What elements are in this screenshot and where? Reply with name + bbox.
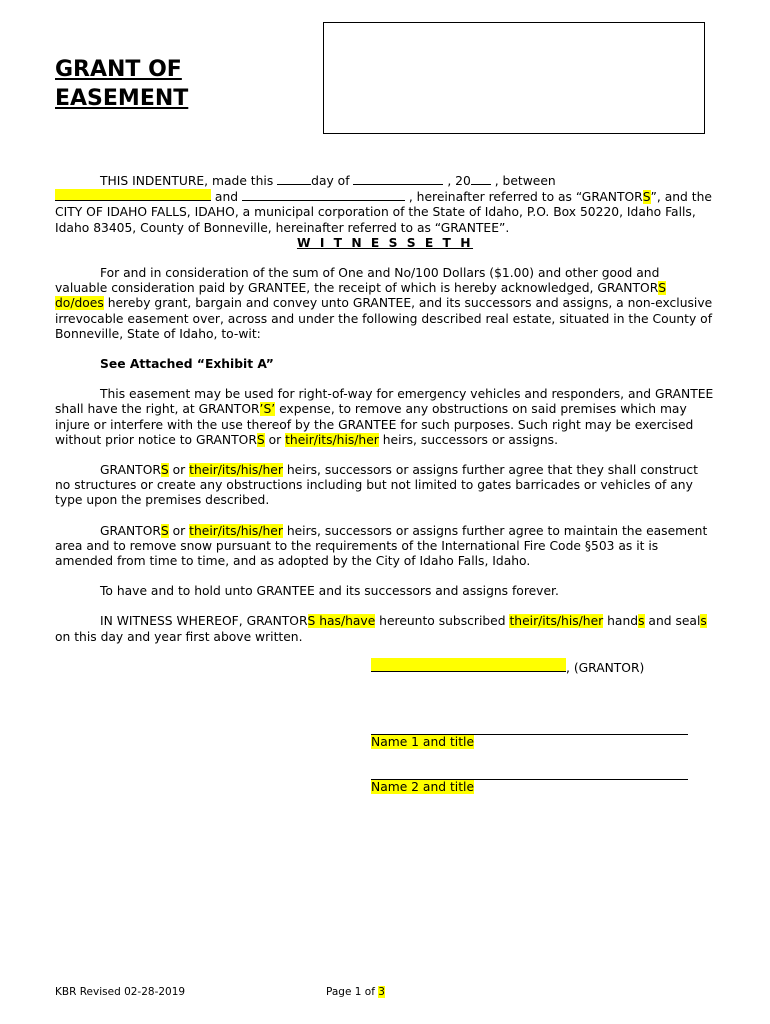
title-line-2: EASEMENT (55, 86, 189, 111)
document-body (55, 173, 715, 660)
indenture-paragraph: THIS INDENTURE, made this day of , 20 , between and , hereinafter referred to as “GRANTORS”, and the CITY OF IDAHO FALLS, IDAHO, a municipal corporation of the State of Idaho, P.O. Box 50220, Idaho Falls, Idaho 83405, County of Bonneville, hereinafter referred to as “GRANTEE”. (55, 174, 712, 235)
day-blank[interactable] (277, 173, 311, 185)
year-blank[interactable] (471, 173, 491, 185)
month-blank[interactable] (353, 173, 443, 185)
name-2-title: Name 2 and title (371, 780, 475, 794)
grantor-plural-s: S (642, 190, 651, 205)
grantor-name-2-blank[interactable] (242, 189, 405, 201)
signatory-2 (371, 779, 688, 795)
no-structures-paragraph: GRANTORS or their/its/his/her heirs, successors or assigns further agree that they shall construct no structures or create any obstructions including but not limited to gates barricades or vehicles of any type upon the premises described. (55, 463, 698, 508)
document-title (55, 55, 188, 113)
maintain-paragraph: GRANTORS or their/its/his/her heirs, successors or assigns further agree to maintain the easement area and to remove snow pursuant to the requirements of the International Fire Code §503 as it is amended from time to time, and as adopted by the City of Idaho Falls, Idaho. (55, 523, 708, 569)
exhibit-reference: See Attached “Exhibit A” (100, 357, 274, 372)
witness-whereof-paragraph: IN WITNESS WHEREOF, GRANTORS has/have hereunto subscribed their/its/his/her hands and seals on this day and year first above written. (55, 614, 707, 644)
name-1-title: Name 1 and title (371, 735, 475, 749)
habendum-paragraph: To have and to hold unto GRANTEE and its successors and assigns forever. (100, 584, 559, 599)
grantor-signature-line: , (GRANTOR) (371, 658, 644, 676)
consideration-paragraph: For and in consideration of the sum of One and No/100 Dollars ($1.00) and other good and valuable consideration paid by GRANTEE, the receipt of which is hereby acknowledged, GRANTORS do/does hereby grant, bargain and convey unto GRANTEE, and its successors and assigns, a non-exclusive irrevocable easement over, across and under the following described real estate, situated in the County of Bonneville, State of Idaho, to-wit: (55, 266, 713, 341)
page-number: Page 1 of 3 (326, 986, 385, 998)
signatory-1 (371, 734, 688, 750)
title-line-1: GRANT OF (55, 57, 182, 82)
grantor-name-blank[interactable] (55, 189, 211, 201)
grantor-signature-blank[interactable] (371, 658, 566, 672)
revision-note: KBR Revised 02-28-2019 (55, 986, 186, 998)
witnesseth-heading: W I T N E S S E T H (296, 235, 474, 250)
easement-use-paragraph: This easement may be used for right-of-way for emergency vehicles and responders, and GRANTEE shall have the right, at GRANTOR’S’ expense, to remove any obstructions on said premises which may injure or interfere with the use thereof by the GRANTEE for such purposes. Such right may be exercised without prior notice to GRANTORS or their/its/his/her heirs, successors or assigns. (55, 387, 714, 447)
recording-stamp-box (323, 22, 705, 134)
